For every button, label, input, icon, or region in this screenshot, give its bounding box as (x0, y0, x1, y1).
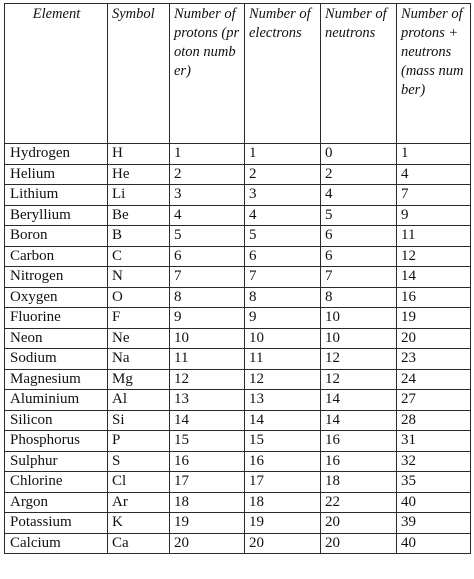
cell-electrons: 4 (245, 205, 321, 226)
cell-neutrons: 20 (321, 533, 397, 554)
cell-element: Aluminium (5, 390, 108, 411)
cell-electrons: 20 (245, 533, 321, 554)
cell-symbol: He (108, 164, 170, 185)
cell-protons: 2 (170, 164, 245, 185)
table-row (5, 492, 471, 513)
cell-protons: 18 (170, 492, 245, 513)
cell-neutrons: 10 (321, 308, 397, 329)
table-row (5, 287, 471, 308)
table-row (5, 144, 471, 165)
cell-mass-number: 27 (397, 390, 471, 411)
cell-symbol: S (108, 451, 170, 472)
cell-neutrons: 16 (321, 451, 397, 472)
cell-electrons: 14 (245, 410, 321, 431)
cell-neutrons: 18 (321, 472, 397, 493)
cell-protons: 4 (170, 205, 245, 226)
cell-neutrons: 2 (321, 164, 397, 185)
cell-neutrons: 0 (321, 144, 397, 165)
cell-neutrons: 22 (321, 492, 397, 513)
cell-mass-number: 23 (397, 349, 471, 370)
cell-symbol: C (108, 246, 170, 267)
cell-element: Carbon (5, 246, 108, 267)
cell-protons: 20 (170, 533, 245, 554)
cell-mass-number: 32 (397, 451, 471, 472)
cell-symbol: Ca (108, 533, 170, 554)
cell-mass-number: 1 (397, 144, 471, 165)
cell-electrons: 12 (245, 369, 321, 390)
cell-element: Oxygen (5, 287, 108, 308)
cell-electrons: 18 (245, 492, 321, 513)
cell-symbol: Li (108, 185, 170, 206)
table-row (5, 451, 471, 472)
cell-symbol: Al (108, 390, 170, 411)
cell-neutrons: 20 (321, 513, 397, 534)
table-row (5, 390, 471, 411)
cell-element: Potassium (5, 513, 108, 534)
cell-mass-number: 35 (397, 472, 471, 493)
cell-mass-number: 7 (397, 185, 471, 206)
cell-protons: 8 (170, 287, 245, 308)
cell-protons: 13 (170, 390, 245, 411)
cell-protons: 7 (170, 267, 245, 288)
cell-protons: 10 (170, 328, 245, 349)
table-row (5, 472, 471, 493)
cell-element: Hydrogen (5, 144, 108, 165)
table-row (5, 410, 471, 431)
cell-element: Calcium (5, 533, 108, 554)
cell-mass-number: 11 (397, 226, 471, 247)
table-row (5, 533, 471, 554)
cell-element: Silicon (5, 410, 108, 431)
cell-neutrons: 6 (321, 246, 397, 267)
cell-element: Magnesium (5, 369, 108, 390)
cell-electrons: 16 (245, 451, 321, 472)
table-row (5, 369, 471, 390)
cell-electrons: 3 (245, 185, 321, 206)
cell-symbol: Mg (108, 369, 170, 390)
table-header (5, 4, 471, 144)
cell-protons: 19 (170, 513, 245, 534)
cell-neutrons: 8 (321, 287, 397, 308)
cell-electrons: 2 (245, 164, 321, 185)
header-electrons: Number of electrons (245, 4, 321, 144)
cell-electrons: 13 (245, 390, 321, 411)
cell-neutrons: 5 (321, 205, 397, 226)
cell-symbol: Cl (108, 472, 170, 493)
cell-mass-number: 24 (397, 369, 471, 390)
table-row (5, 267, 471, 288)
cell-element: Boron (5, 226, 108, 247)
cell-element: Neon (5, 328, 108, 349)
cell-mass-number: 12 (397, 246, 471, 267)
cell-element: Lithium (5, 185, 108, 206)
header-symbol: Symbol (108, 4, 170, 144)
cell-symbol: Si (108, 410, 170, 431)
cell-neutrons: 12 (321, 369, 397, 390)
cell-protons: 14 (170, 410, 245, 431)
cell-protons: 6 (170, 246, 245, 267)
cell-mass-number: 16 (397, 287, 471, 308)
cell-element: Helium (5, 164, 108, 185)
cell-symbol: O (108, 287, 170, 308)
cell-mass-number: 4 (397, 164, 471, 185)
table-row (5, 349, 471, 370)
cell-element: Nitrogen (5, 267, 108, 288)
cell-mass-number: 20 (397, 328, 471, 349)
cell-symbol: H (108, 144, 170, 165)
cell-neutrons: 12 (321, 349, 397, 370)
cell-electrons: 10 (245, 328, 321, 349)
table-body (5, 144, 471, 554)
cell-electrons: 17 (245, 472, 321, 493)
header-element: Element (5, 4, 108, 144)
cell-electrons: 15 (245, 431, 321, 452)
cell-electrons: 8 (245, 287, 321, 308)
header-mass-number: Number of protons + neutrons (mass number) (397, 4, 471, 144)
cell-element: Beryllium (5, 205, 108, 226)
table-row (5, 226, 471, 247)
cell-mass-number: 19 (397, 308, 471, 329)
cell-symbol: Na (108, 349, 170, 370)
cell-protons: 11 (170, 349, 245, 370)
header-row (5, 4, 471, 144)
cell-neutrons: 4 (321, 185, 397, 206)
cell-element: Argon (5, 492, 108, 513)
cell-symbol: N (108, 267, 170, 288)
cell-electrons: 19 (245, 513, 321, 534)
cell-electrons: 11 (245, 349, 321, 370)
cell-element: Sulphur (5, 451, 108, 472)
cell-neutrons: 16 (321, 431, 397, 452)
cell-protons: 15 (170, 431, 245, 452)
cell-symbol: F (108, 308, 170, 329)
cell-neutrons: 7 (321, 267, 397, 288)
cell-protons: 12 (170, 369, 245, 390)
cell-mass-number: 39 (397, 513, 471, 534)
table-row (5, 246, 471, 267)
elements-table (4, 3, 471, 554)
cell-mass-number: 40 (397, 533, 471, 554)
header-protons: Number of protons (proton number) (170, 4, 245, 144)
cell-mass-number: 9 (397, 205, 471, 226)
cell-electrons: 9 (245, 308, 321, 329)
cell-symbol: Ne (108, 328, 170, 349)
cell-protons: 5 (170, 226, 245, 247)
cell-mass-number: 40 (397, 492, 471, 513)
cell-element: Chlorine (5, 472, 108, 493)
cell-electrons: 1 (245, 144, 321, 165)
table-row (5, 185, 471, 206)
cell-protons: 3 (170, 185, 245, 206)
cell-neutrons: 6 (321, 226, 397, 247)
cell-neutrons: 14 (321, 390, 397, 411)
cell-symbol: B (108, 226, 170, 247)
cell-protons: 9 (170, 308, 245, 329)
cell-electrons: 5 (245, 226, 321, 247)
cell-element: Sodium (5, 349, 108, 370)
cell-symbol: Ar (108, 492, 170, 513)
header-neutrons: Number of neutrons (321, 4, 397, 144)
cell-symbol: K (108, 513, 170, 534)
cell-mass-number: 31 (397, 431, 471, 452)
table-row (5, 513, 471, 534)
table-row (5, 308, 471, 329)
cell-protons: 1 (170, 144, 245, 165)
cell-protons: 17 (170, 472, 245, 493)
cell-mass-number: 14 (397, 267, 471, 288)
table-row (5, 164, 471, 185)
cell-mass-number: 28 (397, 410, 471, 431)
cell-neutrons: 14 (321, 410, 397, 431)
cell-symbol: P (108, 431, 170, 452)
cell-electrons: 6 (245, 246, 321, 267)
cell-electrons: 7 (245, 267, 321, 288)
table-row (5, 328, 471, 349)
cell-symbol: Be (108, 205, 170, 226)
table-row (5, 431, 471, 452)
cell-neutrons: 10 (321, 328, 397, 349)
cell-element: Phosphorus (5, 431, 108, 452)
table-row (5, 205, 471, 226)
cell-protons: 16 (170, 451, 245, 472)
cell-element: Fluorine (5, 308, 108, 329)
